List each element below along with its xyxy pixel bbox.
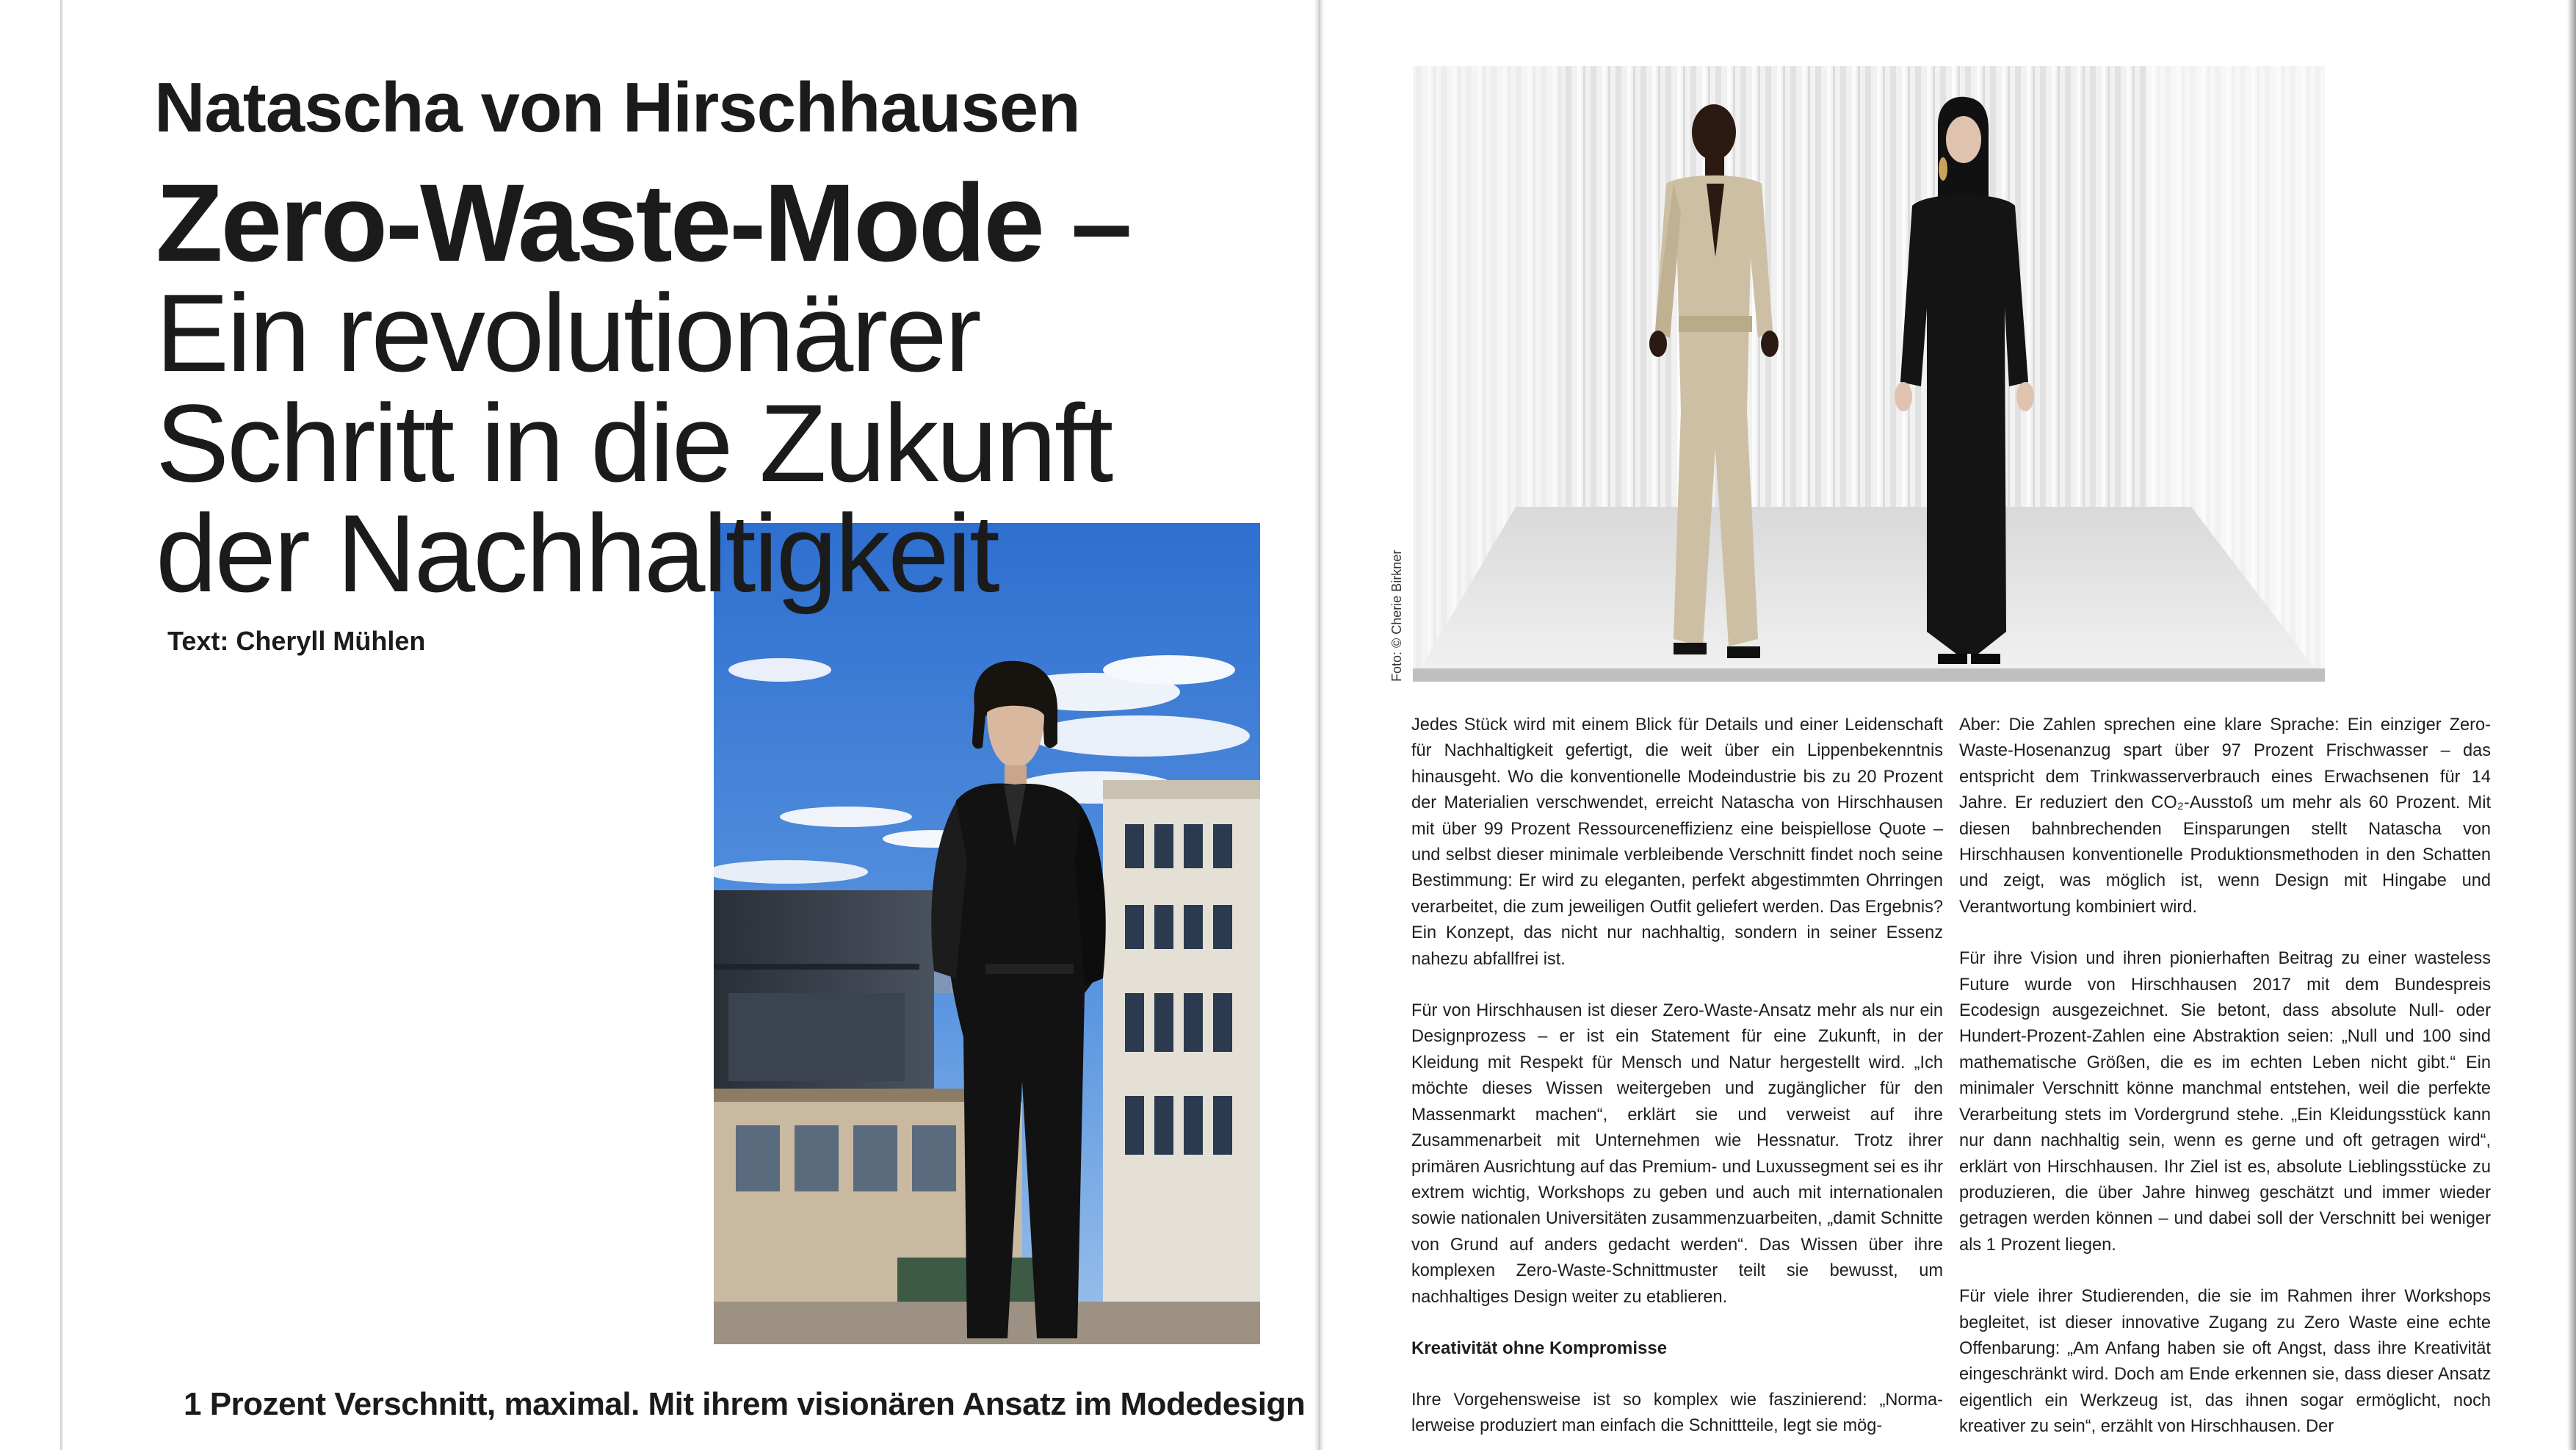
column2-paragraph-3: Für viele ihrer Studierenden, die sie im Rahmen ihrer Workshops begleitet, ist dieser innovative Zugang zu Zero Waste eine echte Offenbarung: „Am Anfang haben sie oft Angst, dass ihre Kreativität eingeschränkt wird. Doch am Ende erkennen sie, dass dieser Ansatz eigentlich ein Werkzeug ist, das ihnen sogar ermöglicht, noch kreativer zu sein“, erzählt von Hirschhausen. Der	[1959, 1287, 2491, 1437]
headline-line-4: der Nachhaltigkeit	[156, 491, 998, 615]
headline-line-2: Ein revolutionärer	[156, 271, 980, 394]
column2-paragraph-1: Aber: Die Zahlen sprechen eine klare Sprache: Ein einziger Zero-Waste-Hosenanzug spart über 97 Prozent Frischwasser – das entspricht dem Trinkwasserverbrauch eines Erwachsenen für 14 Jahre. Er reduziert den CO₂-Ausstoß um mehr als 60 Prozent. Mit diesen bahnbrechenden Einsparungen stellt Natascha von Hirschhausen konventionelle Produktionsmethoden in den Schatten und zeigt, was möglich ist, wenn Design mit Hingabe und Verantwortung kombiniert wird.	[1959, 715, 2491, 917]
column1-paragraph-3: Ihre Vorgehensweise ist so komplex wie faszinierend: „Normalerweise produziert man einfach die Schnittteile, legt sie mög-	[1411, 1390, 1943, 1436]
column1-paragraph-1: Jedes Stück wird mit einem Blick für Details und einer Leidenschaft für Nachhaltigkeit gefertigt, die weit über ein Lippenbekenntnis hinausgeht. Wo die konventionelle Modeindustrie bis zu 20 Prozent der Materialien verschwendet, erreicht Natascha von Hirschhausen mit über 99 Prozent Ressourceneffizienz eine beispiellose Quote – und selbst dieser minimale verbleibende Verschnitt findet noch seine Bestimmung: Er wird zu eleganten, perfekt abgestimmten Ohrringen verarbeitet, die zum jeweiligen Outfit geliefert werden. Das Ergebnis? Ein Konzept, das nicht nur nachhaltig, sondern in seiner Essenz nahezu abfallfrei ist.	[1411, 715, 1943, 969]
text-column-2	[1959, 713, 2491, 1450]
lead-paragraph: 1 Prozent Verschnitt, maximal. Mit ihrem visionären Ansatz im Modedesign	[184, 1386, 1306, 1422]
headline-line-3: Schritt in die Zukunft	[156, 381, 1112, 505]
page-edge-left	[60, 0, 63, 1450]
column2-paragraph-2: Für ihre Vision und ihren pionierhaften Beitrag zu einer wasteless Future wurde von Hirschhausen 2017 mit dem Bundespreis Ecodesign ausgezeichnet. Sie betont, dass absolute Null- oder Hundert-Prozent-Zahlen eine Abstraktion seien: „Null und 100 sind mathematische Größen, die es im echten Leben nicht gibt.“ Ein minimaler Verschnitt könne manchmal entstehen, weil die perfekte Verarbeitung stets im Vordergrund stehe. „Ein Kleidungsstück kann nur dann nachhaltig sein, wenn es gerne und oft getragen wird“, erklärt von Hirschhausen. Ihr Ziel ist es, absolute Lieblingsstücke zu produzieren, die über Jahre hinweg geschätzt und immer wieder getragen werden können – und dabei soll der Verschnitt bei weniger als 1 Prozent liegen.	[1959, 949, 2491, 1255]
column1-paragraph-2: Für von Hirschhausen ist dieser Zero-Waste-Ansatz mehr als nur ein Designprozess – er ist ein Statement für eine Zukunft, in der Kleidung mit Respekt für Mensch und Natur hergestellt wird. „Ich möchte dieses Wissen weitergeben und zugänglicher für den Massenmarkt machen“, erklärt sie und verweist auf ihre Zusammenarbeit mit Unternehmen wie Hessnatur. Trotz ihrer primären Ausrichtung auf das Premium- und Luxussegment sei es ihr extrem wichtig, Workshops zu geben und auch mit internationalen sowie nationalen Universitäten zusammenzuarbeiten, „damit Schnitte von Grund auf anders gedacht werden“. Das Wissen über ihre komplexen Zero-Waste-Schnittmuster teilt sie bewusst, um nachhaltiges Design weiter zu etablieren.	[1411, 1001, 1943, 1307]
author-name: Natascha von Hirschhausen	[154, 68, 1080, 147]
article-headline	[156, 161, 1213, 615]
photo-credit: Foto: © Cherie Birkner	[1389, 549, 1404, 682]
byline: Text: Cheryll Mühlen	[167, 626, 426, 656]
runway-photo	[1413, 66, 2325, 682]
portrait-photo	[714, 523, 1260, 1344]
text-column-1	[1411, 713, 1943, 1450]
headline-line-1: Zero-Waste-Mode –	[156, 161, 1130, 284]
subheading: Kreativität ohne Kompromisse	[1411, 1338, 1668, 1358]
page-fold	[1314, 0, 1325, 1450]
page-edge-right	[2567, 0, 2576, 1450]
